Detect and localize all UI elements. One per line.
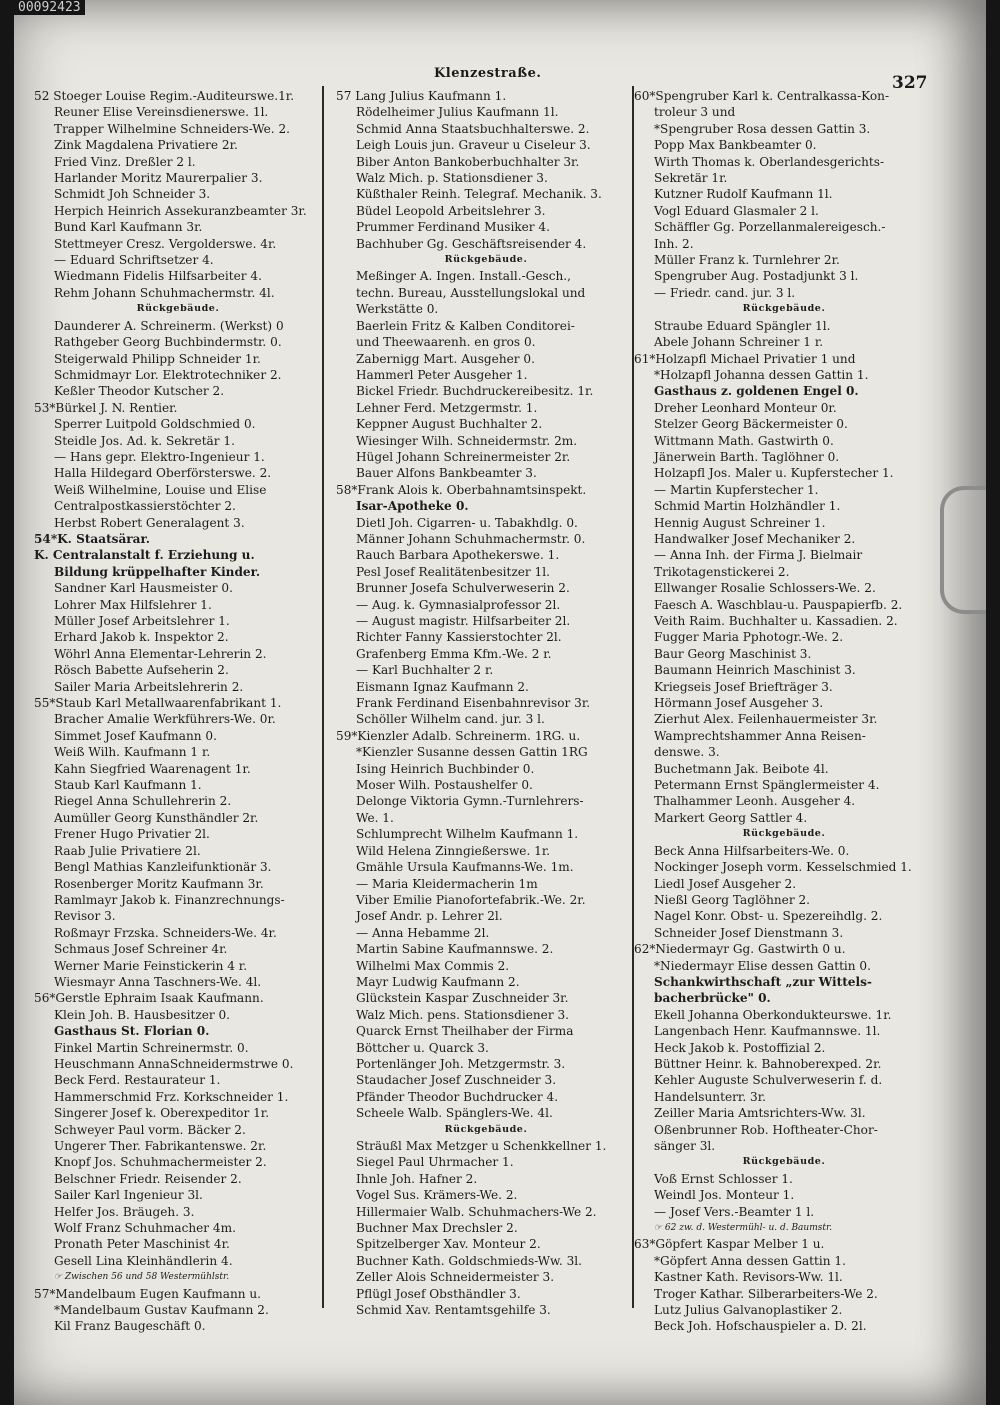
directory-entry: Inh. 2. — [654, 236, 694, 251]
directory-entry: ☞ 62 zw. d. Westermühl- u. d. Baumstr. — [654, 1223, 833, 1234]
section-heading: Rückgebäude. — [742, 1156, 826, 1168]
directory-entry: Büttner Heinr. k. Bahnoberexped. 2r. — [654, 1056, 882, 1071]
directory-entry: Portenlänger Joh. Metzgermstr. 3. — [356, 1056, 566, 1071]
directory-entry: Gmähle Ursula Kaufmanns-We. 1m. — [356, 860, 574, 875]
directory-entry: Nießl Georg Taglöhner 2. — [654, 892, 810, 907]
directory-entry: — Josef Vers.-Beamter 1 l. — [654, 1204, 815, 1219]
column-divider — [322, 86, 324, 1308]
directory-entry: Steigerwald Philipp Schneider 1r. — [54, 351, 261, 366]
directory-entry: Pesl Josef Realitätenbesitzer 1l. — [356, 564, 550, 579]
directory-entry: Baur Georg Maschinist 3. — [654, 646, 812, 661]
directory-entry: Baumann Heinrich Maschinist 3. — [654, 663, 856, 678]
directory-entry: — Friedr. cand. jur. 3 l. — [654, 285, 796, 300]
directory-entry: *Holzapfl Johanna dessen Gattin 1. — [654, 367, 869, 382]
directory-entry: *Göpfert Anna dessen Gattin 1. — [654, 1253, 846, 1268]
directory-entry: bacherbrücke" 0. — [654, 991, 771, 1006]
directory-entry: Jänerwein Barth. Taglöhner 0. — [654, 449, 840, 464]
directory-entry: Revisor 3. — [54, 909, 116, 924]
directory-entry: Herbst Robert Generalagent 3. — [54, 515, 245, 530]
directory-entry: Buchner Max Drechsler 2. — [356, 1221, 518, 1236]
directory-entry: Liedl Josef Ausgeher 2. — [654, 876, 797, 891]
directory-entry: Hammerl Peter Ausgeher 1. — [356, 367, 528, 382]
directory-entry: Beck Anna Hilfsarbeiters-We. 0. — [654, 843, 850, 858]
column-1 — [34, 88, 322, 1335]
directory-entry: Hennig August Schreiner 1. — [654, 515, 826, 530]
directory-entry: Helfer Jos. Bräugeh. 3. — [54, 1204, 195, 1219]
directory-entry: Weiß Wilhelmine, Louise und Elise — [54, 482, 267, 497]
directory-entry: Belschner Friedr. Reisender 2. — [54, 1171, 242, 1186]
column-3 — [634, 88, 934, 1335]
directory-entry: Ising Heinrich Buchbinder 0. — [356, 761, 535, 776]
directory-entry: Harlander Moritz Maurerpalier 3. — [54, 171, 263, 186]
directory-entry: Walz Mich. pens. Stationsdiener 3. — [356, 1007, 569, 1022]
directory-entry: Erhard Jakob k. Inspektor 2. — [54, 630, 229, 645]
directory-entry: Dietl Joh. Cigarren- u. Tabakhdlg. 0. — [356, 515, 578, 530]
directory-entry: Bauer Alfons Bankbeamter 3. — [356, 466, 537, 481]
directory-entry: — Aug. k. Gymnasialprofessor 2l. — [356, 597, 561, 612]
directory-entry: Buchner Kath. Goldschmieds-Ww. 3l. — [356, 1253, 583, 1268]
directory-entry: *Niedermayr Elise dessen Gattin 0. — [654, 958, 871, 973]
directory-entry: — August magistr. Hilfsarbeiter 2l. — [356, 614, 571, 628]
directory-entry: Wiedmann Fidelis Hilfsarbeiter 4. — [54, 269, 262, 284]
directory-entry: Wamprechtshammer Anna Reisen- — [654, 728, 866, 743]
directory-entry: Grafenberg Emma Kfm.-We. 2 r. — [356, 646, 552, 661]
directory-entry: Büdel Leopold Arbeitslehrer 3. — [356, 203, 546, 218]
directory-entry: Oßenbrunner Rob. Hoftheater-Chor- — [654, 1122, 878, 1137]
directory-entry: Nagel Konr. Obst- u. Spezereihdlg. 2. — [654, 909, 883, 924]
directory-entry: Isar-Apotheke 0. — [356, 499, 469, 514]
directory-entry: Daunderer A. Schreinerm. (Werkst) 0 — [54, 318, 284, 333]
directory-entry: Steidle Jos. Ad. k. Sekretär 1. — [54, 433, 235, 448]
directory-entry: *Spengruber Rosa dessen Gattin 3. — [654, 121, 871, 136]
directory-entry: 58*Frank Alois k. Oberbahnamtsinspekt. — [336, 482, 587, 497]
directory-entry: — Hans gepr. Elektro-Ingenieur 1. — [54, 449, 265, 464]
directory-entry: Markert Georg Sattler 4. — [654, 810, 808, 825]
directory-entry: Schmidt Joh Schneider 3. — [54, 187, 211, 202]
directory-entry: Schlumprecht Wilhelm Kaufmann 1. — [356, 827, 579, 842]
section-heading: Rückgebäude. — [136, 303, 220, 315]
directory-entry: — Eduard Schriftsetzer 4. — [54, 253, 214, 268]
directory-entry: Centralpostkassierstöchter 2. — [54, 499, 236, 514]
directory-entry: Kahn Siegfried Waarenagent 1r. — [54, 761, 251, 776]
directory-entry: Kriegseis Josef Briefträger 3. — [654, 679, 833, 694]
directory-entry: Rauch Barbara Apothekerswe. 1. — [356, 548, 560, 563]
directory-entry: Müller Franz k. Turnlehrer 2r. — [654, 253, 840, 268]
directory-entry: Schneider Josef Dienstmann 3. — [654, 925, 844, 940]
directory-entry: Rödelheimer Julius Kaufmann 1l. — [356, 105, 559, 120]
directory-entry: techn. Bureau, Ausstellungslokal und — [356, 285, 586, 300]
directory-entry: Veith Raim. Buchhalter u. Kassadien. 2. — [654, 614, 898, 628]
directory-entry: Keppner August Buchhalter 2. — [356, 417, 543, 432]
directory-entry: Staub Karl Kaufmann 1. — [54, 778, 202, 793]
directory-entry: Buchetmann Jak. Beibote 4l. — [654, 761, 829, 776]
directory-entry: Moser Wilh. Postaushelfer 0. — [356, 778, 533, 793]
directory-entry: Trapper Wilhelmine Schneiders-We. 2. — [54, 121, 291, 136]
directory-entry: 57 Lang Julius Kaufmann 1. — [336, 89, 507, 103]
directory-entry: Handelsunterr. 3r. — [654, 1089, 767, 1104]
directory-entry: Herpich Heinrich Assekuranzbeamter 3r. — [54, 203, 307, 218]
directory-entry: Weiß Wilh. Kaufmann 1 r. — [54, 745, 211, 760]
directory-entry: Wittmann Math. Gastwirth 0. — [654, 433, 834, 448]
directory-entry: Küßthaler Reinh. Telegraf. Mechanik. 3. — [356, 187, 602, 202]
section-heading: Rückgebäude. — [742, 303, 826, 315]
directory-entry: troleur 3 und — [654, 105, 736, 120]
directory-entry: Ekell Johanna Oberkondukteurswe. 1r. — [654, 1007, 892, 1022]
directory-entry: Sailer Maria Arbeitslehrerin 2. — [54, 679, 244, 694]
directory-entry: Ellwanger Rosalie Schlossers-We. 2. — [654, 581, 876, 596]
directory-entry: Stettmeyer Cresz. Vergolderswe. 4r. — [54, 236, 277, 251]
directory-entry: Vogl Eduard Glasmaler 2 l. — [654, 203, 819, 218]
directory-entry: Bracher Amalie Werkführers-We. 0r. — [54, 712, 276, 727]
column-2 — [336, 88, 636, 1318]
directory-entry: Kutzner Rudolf Kaufmann 1l. — [654, 187, 833, 202]
directory-entry: Heck Jakob k. Postoffizial 2. — [654, 1040, 826, 1055]
directory-entry: Siegel Paul Uhrmacher 1. — [356, 1155, 514, 1170]
directory-entry: — Anna Inh. der Firma J. Bielmair — [654, 548, 863, 563]
directory-entry: Trikotagenstickerei 2. — [654, 564, 790, 579]
directory-entry: Bildung krüppelhafter Kinder. — [54, 564, 261, 579]
directory-entry: Sailer Karl Ingenieur 3l. — [54, 1188, 203, 1203]
directory-entry: Bickel Friedr. Buchdruckereibesitz. 1r. — [356, 384, 594, 399]
directory-entry: Glückstein Kaspar Zuschneider 3r. — [356, 991, 569, 1006]
street-header: Klenzestraße. — [434, 66, 542, 81]
directory-entry: Baerlein Fritz & Kalben Conditorei- — [356, 318, 575, 333]
directory-entry: sänger 3l. — [654, 1139, 716, 1153]
directory-entry: Biber Anton Bankoberbuchhalter 3r. — [356, 154, 580, 169]
directory-entry: Keßler Theodor Kutscher 2. — [54, 384, 225, 399]
section-heading: Rückgebäude. — [742, 828, 826, 840]
directory-entry: Wiesinger Wilh. Schneidermstr. 2m. — [356, 433, 578, 448]
directory-entry: Mayr Ludwig Kaufmann 2. — [356, 974, 520, 989]
directory-entry: 63*Göpfert Kaspar Melber 1 u. — [634, 1237, 825, 1252]
directory-entry: Schmid Xav. Rentamtsgehilfe 3. — [356, 1303, 551, 1318]
directory-entry: 52 Stoeger Louise Regim.-Auditeurswe.1r. — [34, 89, 295, 103]
directory-entry: Kil Franz Baugeschäft 0. — [54, 1319, 206, 1334]
directory-entry: 61*Holzapfl Michael Privatier 1 und — [634, 351, 856, 366]
directory-entry: Kehler Auguste Schulverweserin f. d. — [654, 1073, 883, 1088]
directory-entry: — Martin Kupferstecher 1. — [654, 482, 819, 497]
directory-entry: Frener Hugo Privatier 2l. — [54, 827, 210, 842]
directory-entry: Abele Johann Schreiner 1 r. — [654, 335, 824, 350]
section-heading: Rückgebäude. — [444, 254, 528, 266]
directory-entry: Walz Mich. p. Stationsdiener 3. — [356, 171, 548, 186]
directory-entry: Gasthaus z. goldenen Engel 0. — [654, 384, 859, 399]
directory-entry: Staudacher Josef Zuschneider 3. — [356, 1073, 557, 1088]
directory-entry: Hörmann Josef Ausgeher 3. — [654, 696, 824, 711]
directory-entry: Leigh Louis jun. Graveur u Ciseleur 3. — [356, 138, 591, 153]
directory-entry: Zeller Alois Schneidermeister 3. — [356, 1270, 555, 1285]
directory-entry: Prummer Ferdinand Musiker 4. — [356, 220, 550, 235]
directory-entry: Sperrer Luitpold Goldschmied 0. — [54, 417, 256, 432]
directory-entry: Bund Karl Kaufmann 3r. — [54, 220, 203, 235]
directory-entry: 60*Spengruber Karl k. Centralkassa-Kon- — [634, 89, 890, 103]
directory-entry: Wirth Thomas k. Oberlandesgerichts- — [654, 154, 885, 169]
directory-entry: — Karl Buchhalter 2 r. — [356, 663, 494, 678]
directory-entry: Wöhrl Anna Elementar-Lehrerin 2. — [54, 646, 267, 661]
directory-entry: Holzapfl Jos. Maler u. Kupferstecher 1. — [654, 466, 894, 481]
directory-entry: Sträußl Max Metzger u Schenkkellner 1. — [356, 1139, 607, 1153]
directory-entry: Werkstätte 0. — [356, 302, 439, 317]
directory-entry: Knopf Jos. Schuhmachermeister 2. — [54, 1155, 267, 1170]
directory-entry: Sekretär 1r. — [654, 171, 728, 186]
directory-entry: — Maria Kleidermacherin 1m — [356, 876, 538, 891]
directory-entry: Böttcher u. Quarck 3. — [356, 1040, 489, 1055]
directory-entry: Schweyer Paul vorm. Bäcker 2. — [54, 1122, 246, 1137]
directory-entry: Scheele Walb. Spänglers-We. 4l. — [356, 1106, 553, 1121]
page-number: 327 — [892, 73, 928, 93]
directory-entry: Rösch Babette Aufseherin 2. — [54, 663, 229, 678]
directory-entry: 56*Gerstle Ephraim Isaak Kaufmann. — [34, 991, 264, 1006]
directory-entry: Aumüller Georg Kunsthändler 2r. — [54, 810, 259, 825]
directory-entry: und Theewaarenh. en gros 0. — [356, 335, 536, 350]
directory-entry: Handwalker Josef Mechaniker 2. — [654, 531, 856, 546]
directory-entry: Hügel Johann Schreinermeister 2r. — [356, 449, 571, 464]
directory-entry: Thalhammer Leonh. Ausgeher 4. — [654, 794, 856, 809]
scan-id: 00092423 — [14, 0, 85, 15]
directory-entry: Pronath Peter Maschinist 4r. — [54, 1237, 230, 1252]
directory-entry: Wilhelmi Max Commis 2. — [356, 958, 510, 973]
directory-entry: Simmet Josef Kaufmann 0. — [54, 728, 217, 743]
directory-entry: Vogel Sus. Krämers-We. 2. — [356, 1188, 518, 1203]
directory-entry: Schankwirthschaft „zur Wittels- — [654, 974, 872, 989]
directory-entry: Bachhuber Gg. Geschäftsreisender 4. — [356, 236, 587, 251]
directory-entry: — Anna Hebamme 2l. — [356, 925, 490, 940]
directory-entry: Nockinger Joseph vorm. Kesselschmied 1. — [654, 860, 912, 875]
directory-entry: Voß Ernst Schlosser 1. — [654, 1171, 793, 1186]
directory-entry: Dreher Leonhard Monteur 0r. — [654, 400, 837, 415]
directory-page — [14, 0, 986, 1405]
directory-entry: Spitzelberger Xav. Monteur 2. — [356, 1237, 541, 1252]
directory-entry: Finkel Martin Schreinermstr. 0. — [54, 1040, 249, 1055]
directory-entry: Rehm Johann Schuhmachermstr. 4l. — [54, 285, 275, 300]
directory-entry: Lohrer Max Hilfslehrer 1. — [54, 597, 212, 612]
directory-entry: Ihnle Joh. Hafner 2. — [356, 1171, 478, 1186]
directory-entry: Popp Max Bankbeamter 0. — [654, 138, 817, 153]
directory-entry: Schöller Wilhelm cand. jur. 3 l. — [356, 712, 545, 727]
directory-entry: Ungerer Ther. Fabrikantenswe. 2r. — [54, 1139, 267, 1153]
directory-entry: Wolf Franz Schuhmacher 4m. — [54, 1221, 236, 1236]
directory-entry: Troger Kathar. Silberarbeiters-We 2. — [654, 1286, 878, 1301]
directory-entry: Kastner Kath. Revisors-Ww. 1l. — [654, 1270, 843, 1285]
directory-entry: 54*K. Staatsärar. — [34, 531, 150, 546]
directory-entry: ☞ Zwischen 56 und 58 Westermühlstr. — [54, 1272, 230, 1283]
directory-entry: Hammerschmid Frz. Korkschneider 1. — [54, 1089, 289, 1104]
directory-entry: Straube Eduard Spängler 1l. — [654, 318, 831, 333]
directory-entry: Josef Andr. p. Lehrer 2l. — [356, 909, 503, 924]
directory-entry: Riegel Anna Schullehrerin 2. — [54, 794, 232, 809]
directory-entry: Schmid Anna Staatsbuchhalterswe. 2. — [356, 121, 590, 136]
directory-entry: Zeiller Maria Amtsrichters-Ww. 3l. — [654, 1106, 866, 1121]
directory-entry: Quarck Ernst Theilhaber der Firma — [356, 1024, 574, 1039]
directory-entry: Fried Vinz. Dreßler 2 l. — [54, 154, 196, 169]
directory-entry: Pfänder Theodor Buchdrucker 4. — [356, 1089, 559, 1104]
directory-entry: Brunner Josefa Schulverweserin 2. — [356, 581, 570, 596]
directory-entry: Spengruber Aug. Postadjunkt 3 l. — [654, 269, 859, 284]
directory-entry: 59*Kienzler Adalb. Schreinerm. 1RG. u. — [336, 728, 581, 743]
directory-entry: 57*Mandelbaum Eugen Kaufmann u. — [34, 1286, 262, 1301]
directory-entry: Delonge Viktoria Gymn.-Turnlehrers- — [356, 794, 584, 809]
directory-entry: K. Centralanstalt f. Erziehung u. — [34, 548, 255, 563]
directory-entry: Reuner Elise Vereinsdienerswe. 1l. — [54, 105, 269, 120]
directory-entry: Schäffler Gg. Porzellanmalereigesch.- — [654, 220, 886, 235]
directory-entry: Meßinger A. Ingen. Install.-Gesch., — [356, 269, 571, 284]
directory-entry: Gasthaus St. Florian 0. — [54, 1024, 210, 1039]
directory-entry: Viber Emilie Pianofortefabrik.-We. 2r. — [356, 892, 586, 907]
directory-entry: Schmid Martin Holzhändler 1. — [654, 499, 841, 514]
directory-entry: Petermann Ernst Spänglermeister 4. — [654, 778, 880, 793]
directory-entry: Eismann Ignaz Kaufmann 2. — [356, 679, 529, 694]
directory-entry: Müller Josef Arbeitslehrer 1. — [54, 614, 230, 628]
directory-entry: Roßmayr Frzska. Schneiders-We. 4r. — [54, 925, 277, 940]
directory-entry: Stelzer Georg Bäckermeister 0. — [654, 417, 848, 432]
directory-entry: Ramlmayr Jakob k. Finanzrechnungs- — [54, 892, 285, 907]
directory-entry: 62*Niedermayr Gg. Gastwirth 0 u. — [634, 942, 846, 957]
directory-entry: Lehner Ferd. Metzgermstr. 1. — [356, 400, 538, 415]
directory-entry: Bengl Mathias Kanzleifunktionär 3. — [54, 860, 272, 875]
directory-entry: Heuschmann AnnaSchneidermstrwe 0. — [54, 1056, 294, 1071]
directory-entry: Martin Sabine Kaufmannswe. 2. — [356, 942, 554, 957]
directory-entry: Männer Johann Schuhmachermstr. 0. — [356, 531, 586, 546]
directory-entry: Hillermaier Walb. Schuhmachers-We 2. — [356, 1204, 597, 1219]
directory-entry: Pflügl Josef Obsthändler 3. — [356, 1286, 521, 1301]
directory-entry: Richter Fanny Kassierstochter 2l. — [356, 630, 562, 645]
directory-entry: Faesch A. Waschblau-u. Pauspapierfb. 2. — [654, 597, 903, 612]
directory-entry: Raab Julie Privatiere 2l. — [54, 843, 201, 858]
directory-entry: Schmaus Josef Schreiner 4r. — [54, 942, 228, 957]
directory-entry: *Mandelbaum Gustav Kaufmann 2. — [54, 1303, 269, 1318]
directory-entry: Beck Ferd. Restaurateur 1. — [54, 1073, 221, 1088]
paper-clip — [940, 486, 986, 614]
directory-entry: Sandner Karl Hausmeister 0. — [54, 581, 233, 596]
directory-entry: Rosenberger Moritz Kaufmann 3r. — [54, 876, 264, 891]
section-heading: Rückgebäude. — [444, 1123, 528, 1135]
directory-entry: Weindl Jos. Monteur 1. — [654, 1188, 795, 1203]
directory-entry: Werner Marie Feinstickerin 4 r. — [54, 958, 248, 973]
directory-entry: Zierhut Alex. Feilenhauermeister 3r. — [654, 712, 878, 727]
directory-entry: Halla Hildegard Oberförsterswe. 2. — [54, 466, 272, 481]
directory-entry: Langenbach Henr. Kaufmannswe. 1l. — [654, 1024, 881, 1039]
directory-entry: Gesell Lina Kleinhändlerin 4. — [54, 1253, 233, 1268]
directory-entry: Fugger Maria Pphotogr.-We. 2. — [654, 630, 844, 645]
directory-entry: Singerer Josef k. Oberexpeditor 1r. — [54, 1106, 270, 1121]
directory-entry: Frank Ferdinand Eisenbahnrevisor 3r. — [356, 696, 591, 711]
directory-entry: We. 1. — [356, 810, 394, 825]
directory-entry: Klein Joh. B. Hausbesitzer 0. — [54, 1007, 231, 1022]
directory-entry: Zabernigg Mart. Ausgeher 0. — [356, 351, 535, 366]
directory-entry: Lutz Julius Galvanoplastiker 2. — [654, 1303, 843, 1318]
directory-entry: Beck Joh. Hofschauspieler a. D. 2l. — [654, 1319, 867, 1334]
directory-entry: 53*Bürkel J. N. Rentier. — [34, 400, 178, 415]
directory-entry: Zink Magdalena Privatiere 2r. — [54, 138, 238, 153]
directory-entry: Wiesmayr Anna Taschners-We. 4l. — [54, 974, 262, 989]
directory-entry: Schmidmayr Lor. Elektrotechniker 2. — [54, 367, 282, 382]
directory-entry: Rathgeber Georg Buchbindermstr. 0. — [54, 335, 282, 350]
directory-entry: 55*Staub Karl Metallwaarenfabrikant 1. — [34, 696, 282, 711]
directory-entry: denswe. 3. — [654, 745, 720, 760]
directory-entry: *Kienzler Susanne dessen Gattin 1RG — [356, 745, 588, 760]
directory-entry: Wild Helena Zinngießerswe. 1r. — [356, 843, 551, 858]
